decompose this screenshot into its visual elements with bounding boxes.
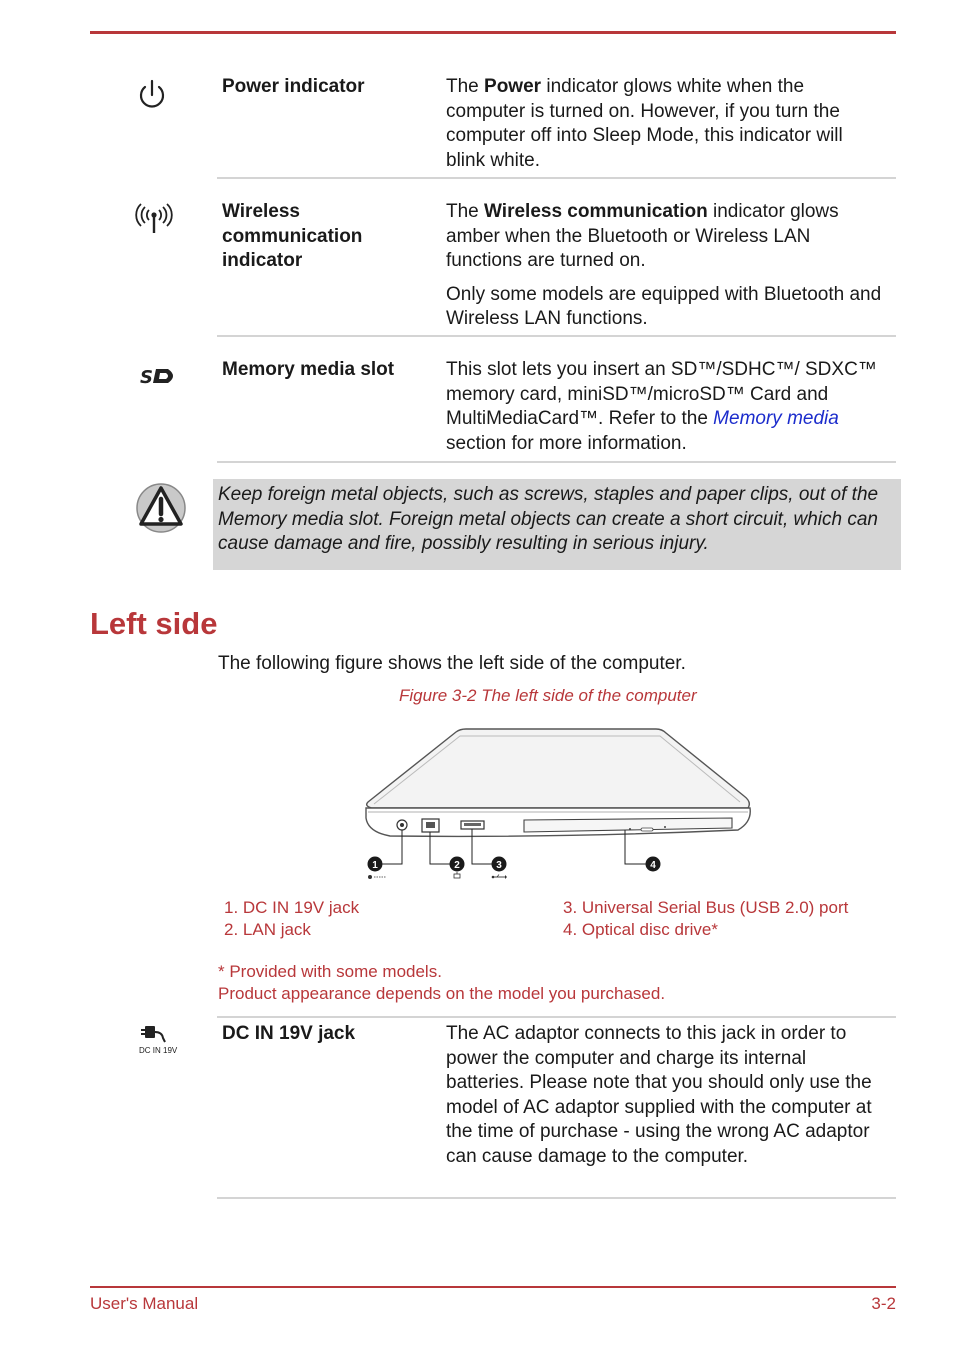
left-side-figure: [360, 726, 760, 891]
row-term-memory: Memory media slot: [222, 359, 395, 380]
section-heading: Left side: [90, 606, 218, 641]
footer-title: User's Manual: [90, 1294, 199, 1313]
memory-media-link[interactable]: Memory media: [713, 408, 839, 429]
figure-legend-left: [224, 897, 359, 941]
figure-caption: Figure 3-2 The left side of the computer: [399, 686, 697, 705]
section-intro: The following figure shows the left side of the computer.: [218, 653, 686, 674]
figure-note: * Provided with some models. Product appearance depends on the model you purchased.: [218, 962, 666, 1003]
svg-text:S: S: [140, 367, 153, 388]
row-desc-wireless: The Wireless communication indicator glows amber when the Bluetooth or Wireless LAN functions are turned on. Only some models are equipped with Bluetooth and Wireless LAN functions.: [446, 201, 882, 329]
figure-legend-right: [563, 897, 848, 941]
usb-glyph-icon: [492, 875, 507, 880]
row-term-dc-in: DC IN 19V jack: [222, 1023, 356, 1044]
power-icon: [132, 78, 172, 119]
svg-text:2: 2: [454, 860, 460, 871]
callout-2: [450, 857, 465, 872]
row-desc-memory: This slot lets you insert an SD™/SDHC™/ SDXC™ memory card, miniSD™/microSD™ Card and MultiMediaCard™. Refer to the Memory media section for more information.: [446, 359, 877, 454]
dc-in-icon-label: DC IN 19V: [139, 1046, 178, 1055]
sd-card-icon: [132, 364, 182, 393]
row-separator: [217, 1016, 896, 1018]
callout-3: [492, 857, 507, 872]
row-separator: [217, 335, 896, 337]
row-separator: [217, 461, 896, 463]
lan-glyph-icon: [454, 872, 460, 878]
row-separator: [217, 177, 896, 179]
svg-text:1: 1: [372, 860, 378, 871]
svg-text:3: 3: [496, 860, 502, 871]
warning-text: Keep foreign metal objects, such as screws, staples and paper clips, out of the Memory media slot. Foreign metal objects can create a short circuit, which can cause damage and fire, possibly resulting in serious injury.: [218, 484, 879, 554]
row-desc-power: The Power indicator glows white when the computer is turned on. However, if you turn the computer off into Sleep Mode, this indicator will blink white.: [446, 76, 843, 171]
row-term-power: Power indicator: [222, 76, 365, 97]
row-desc-dc-in: The AC adaptor connects to this jack in order to power the computer and charge its internal batteries. Please note that you should only use the model of AC adaptor supplied with the computer at the time of purchase - using the wrong AC adaptor can cause damage to the computer.: [446, 1023, 872, 1167]
header-rule: [90, 31, 896, 34]
legend-item: 1. DC IN 19V jack: [224, 898, 360, 917]
legend-item: 3. Universal Serial Bus (USB 2.0) port: [563, 898, 849, 917]
footer-rule: [90, 1286, 896, 1288]
row-separator: [217, 1197, 896, 1199]
page-number: 3-2: [871, 1294, 896, 1313]
dc-glyph-icon: [368, 875, 386, 879]
svg-text:4: 4: [650, 860, 656, 871]
legend-item: 2. LAN jack: [224, 920, 311, 939]
wireless-icon: [132, 203, 176, 242]
warning-icon: [135, 482, 187, 539]
legend-item: 4. Optical disc drive*: [563, 920, 718, 939]
callout-4: [646, 857, 661, 872]
row-term-wireless: Wireless communication indicator: [222, 201, 363, 271]
callout-1: [368, 857, 383, 872]
dc-in-icon: [136, 1022, 178, 1049]
